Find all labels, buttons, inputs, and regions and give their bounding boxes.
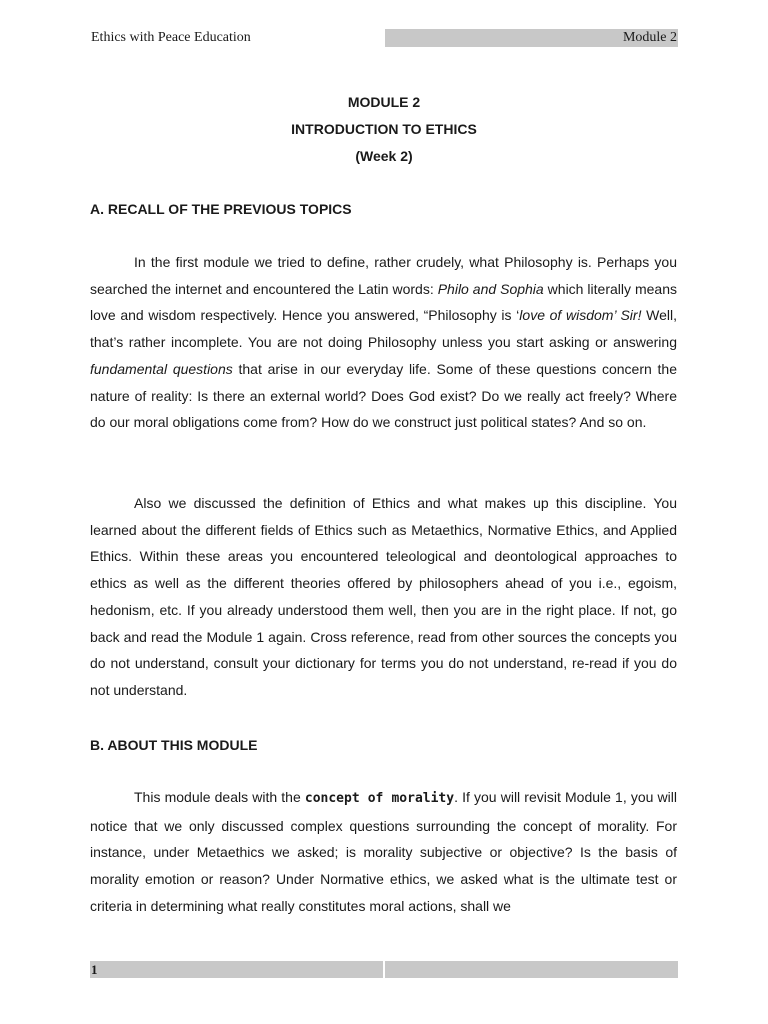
section-a-heading: A. RECALL OF THE PREVIOUS TOPICS <box>90 201 352 217</box>
section-b-heading: B. ABOUT THIS MODULE <box>90 737 258 753</box>
section-b-paragraph-1: This module deals with the concept of morality. If you will revisit Module 1, you will notice that we only discussed complex questions surrounding the concept of morality. For instance, under Metaethics we asked; is morality subjective or objective? Is the basis of morality emotion or reason? Under Normative ethics, we asked what is the ultimate test or criteria in determining what really constitutes moral actions, shall we <box>90 789 678 914</box>
running-footer <box>90 961 678 978</box>
footer-bar <box>385 961 678 978</box>
section-a-paragraph-1: In the first module we tried to define, rather crudely, what Philosophy is. Perhaps you searched the internet and encountered the Latin words: Philo and Sophia which literally means love and wisdom respectively. Hence you answered, “Philosophy is ‘love of wisdom’ Sir! Well, that’s rather incomplete. You are not doing Philosophy unless you start asking or answering fundamental questions that arise in our everyday life. Some of these questions concern the nature of reality: Is there an external world? Does God exist? Do we really act freely? Where do our moral obligations come from? How do we construct just political states? And so on. <box>90 254 677 431</box>
module-number: MODULE 2 <box>347 94 421 110</box>
module-week: (Week 2) <box>355 148 413 164</box>
running-header <box>90 29 678 47</box>
section-a-paragraph-2: Also we discussed the definition of Ethics and what makes up this discipline. You learned about the different fields of Ethics such as Metaethics, Normative Ethics, and Applied Ethics. Within these areas you encountered teleological and deontological approaches to ethics as well as the different theories offered by philosophers ahead of you i.e., egoism, hedonism, etc. If you already understood them well, then you are in the right place. If not, go back and read the Module 1 again. Cross reference, read from other sources the concepts you do not understand, consult your dictionary for terms you do not understand, re-read if you do not understand. <box>90 495 677 698</box>
header-course-title: Ethics with Peace Education <box>90 29 385 47</box>
module-title-block <box>0 94 768 175</box>
module-title: INTRODUCTION TO ETHICS <box>291 121 477 137</box>
header-module-label: Module 2 <box>385 29 678 47</box>
page-number: 1 <box>90 961 385 978</box>
